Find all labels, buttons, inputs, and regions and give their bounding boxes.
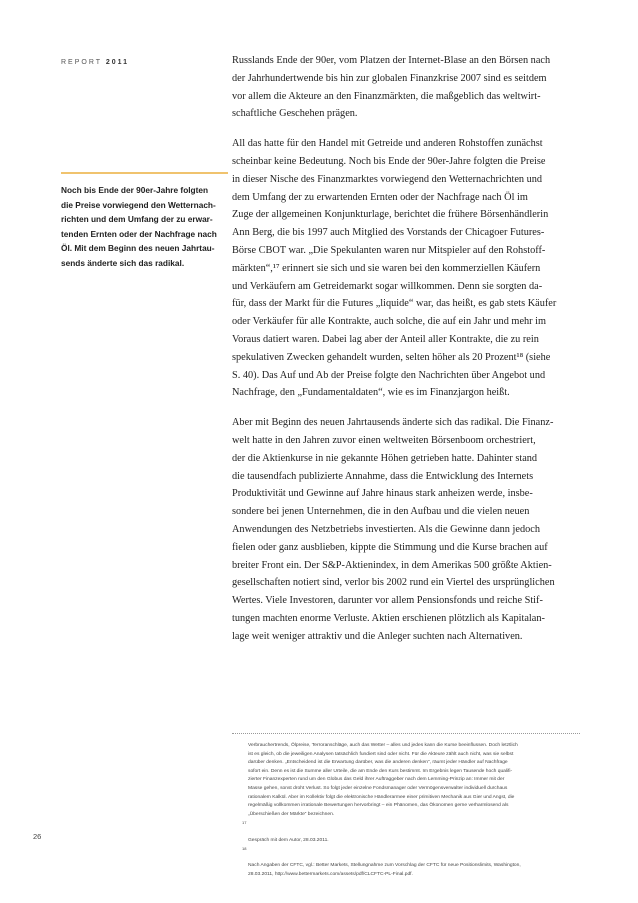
report-label [61,59,129,66]
page-number: 26 [33,832,42,841]
footnote-17-text: Gespräch mit dem Autor, 28.03.2011. [248,837,329,843]
footnotes [242,742,580,880]
pullquote: Noch bis Ende der 90er-Jahre folgten die Preise vorwiegend den Wetternach- richten und dem Umfang der zu erwar- tenden Ernten oder der Nachfrage nach Öl. Mit dem Beginn des neuen Jahrtau- sends änderte sich das radikal. [61,185,217,268]
footnote-divider [232,733,580,734]
footnote-17-number: 17 [242,820,247,826]
footnote-18-text: Nach Angaben der CFTC, vgl.: Better Markets, Stellungnahme zum Vorschlag der CFTC für neue Positionslimits, Washington, 28.03.2011, http://www.bettermarkets.com/assets/pdf/CLCFTC-PL-Final.pdf. [248,863,521,877]
report-label-prefix: REPORT [61,59,102,66]
paragraph-3: Aber mit Beginn des neuen Jahrtausends änderte sich das radikal. Die Finanz- welt hatte in den Jahren zuvor einen weltweiten Börsenboom orchestriert, der die Aktienkurse in nie gekannte Höhen getrieben hatte. Dahinter stand die tausendfach publizierte Annahme, dass die Entwicklung des Internets Produktivität und Gewinne auf Jahre hinaus stark anheizen werde, insbe- sondere bei jenen Unternehmen, die in den Aufbau und die vielen neuen Anwendungen des Netzbetriebs investierten. Als die Gewinne dann jedoch fielen oder ganz ausblieben, kippte die Stimmung und die Kurse brachen auf breiter Front ein. Der S&P-Aktienindex, in dem Amerikas 500 größte Aktien- gesellschaften notiert sind, verlor bis 2002 rund ein Viertel des ursprünglichen Wertes. Viele Investoren, darunter vor allem Pensionsfonds und reiche Stif- tungen machten enorme Verluste. Aktien erschienen plötzlich als Kapitalan- lage weit weniger attraktiv und die Anleger suchten nach Alternativen. [232,417,555,642]
report-label-year: 2011 [105,59,130,66]
paragraph-2: All das hatte für den Handel mit Getreide und anderen Rohstoffen zunächst scheinbar keine Bedeutung. Noch bis Ende der 90er-Jahre folgten die Preise in dieser Nische des Finanzmarktes vorwiegend den Wetternachrichten und dem Umfang der zu erwartenden Ernten oder der Nachfrage nach Öl im Zuge der allgemeinen Konjunkturlage, berichtet die frühere Börsenhändlerin Ann Berg, die bis 1997 auch Mitglied des Vorstands der Chicagoer Futures- Börse CBOT war. „Die Spekulanten waren nur Mitspieler auf den Rohstoff- märkten“,¹⁷ erinnert sie sich und sie waren bei den kommerziellen Käufern und Verkäufern am Getreidemarkt sogar willkommen. Denn sie sorgten da- für, dass der Markt für die Futures „liquide“ war, das heißt, es gab stets Käufer oder Verkäufer für alle Kontrakte, auch solche, die auf ein Jahr und mehr im Voraus datiert waren. Dabei lag aber der Anteil aller Kontrakte, die zu rein spekulativen Zwecken gehandelt wurden, selten höher als 20 Prozent¹⁸ (siehe S. 40). Das Auf und Ab der Preise folgte den Nachrichten über Angebot und Nachfrage, den „Fundamentaldaten“, wie es im Finanzjargon heißt. [232,138,557,399]
body-text [232,52,582,658]
paragraph-1: Russlands Ende der 90er, vom Platzen der Internet-Blase an den Börsen nach der Jahrhundertwende bis hin zur globalen Finanzkrise 2007 sind es seitdem vor allem die Akteure an den Finanzmärkten, die maßgeblich das weltwirt- schaftliche Geschehen prägen. [232,55,551,120]
footnote-18 [242,845,580,879]
footnote-17 [242,819,580,845]
pullquote-accent-rule [61,172,228,174]
footnote-continued: Verbrauchertrends, Ölpreise, Terroranschläge, auch das Wetter – alles und jedes kann die Kurse beeinflussen. Doch letztlich ist es gleich, ob die jeweiligen Analysen tatsächlich fundiert sind oder nicht. Für die Akteure zählt auch nicht, was sie selbst darüber denken. „Entscheidend ist die Erwartung darüber, was die anderen denken“, räumt jeder Händler auf Nachfrage sofort ein. Denn es ist die Summe aller Urteile, die am Ende den Kurs bestimmt. Im Ergebnis legen Tausende hoch qualifi- zierter Finanzexperten rund um den Globus das Geld ihrer Auftraggeber nach dem Lemming-Prinzip an: Immer mit der Masse gehen, sonst droht Verlust. So folgt jeder einzelne Fondsmanager oder Vermögensverwalter individuell durchaus rationalem Kalkül. Aber im Kollektiv folgt die elektronische Händlerarmee einer primitiven Mechanik aus Gier und Angst, die regelmäßig vollkommen irrationale Bewertungen hervorbringt – ein Phänomen, das Ökonomen gerne verharmlosend als „Überschießen der Märkte“ bezeichnen. [248,743,518,817]
footnote-18-number: 18 [242,846,247,852]
